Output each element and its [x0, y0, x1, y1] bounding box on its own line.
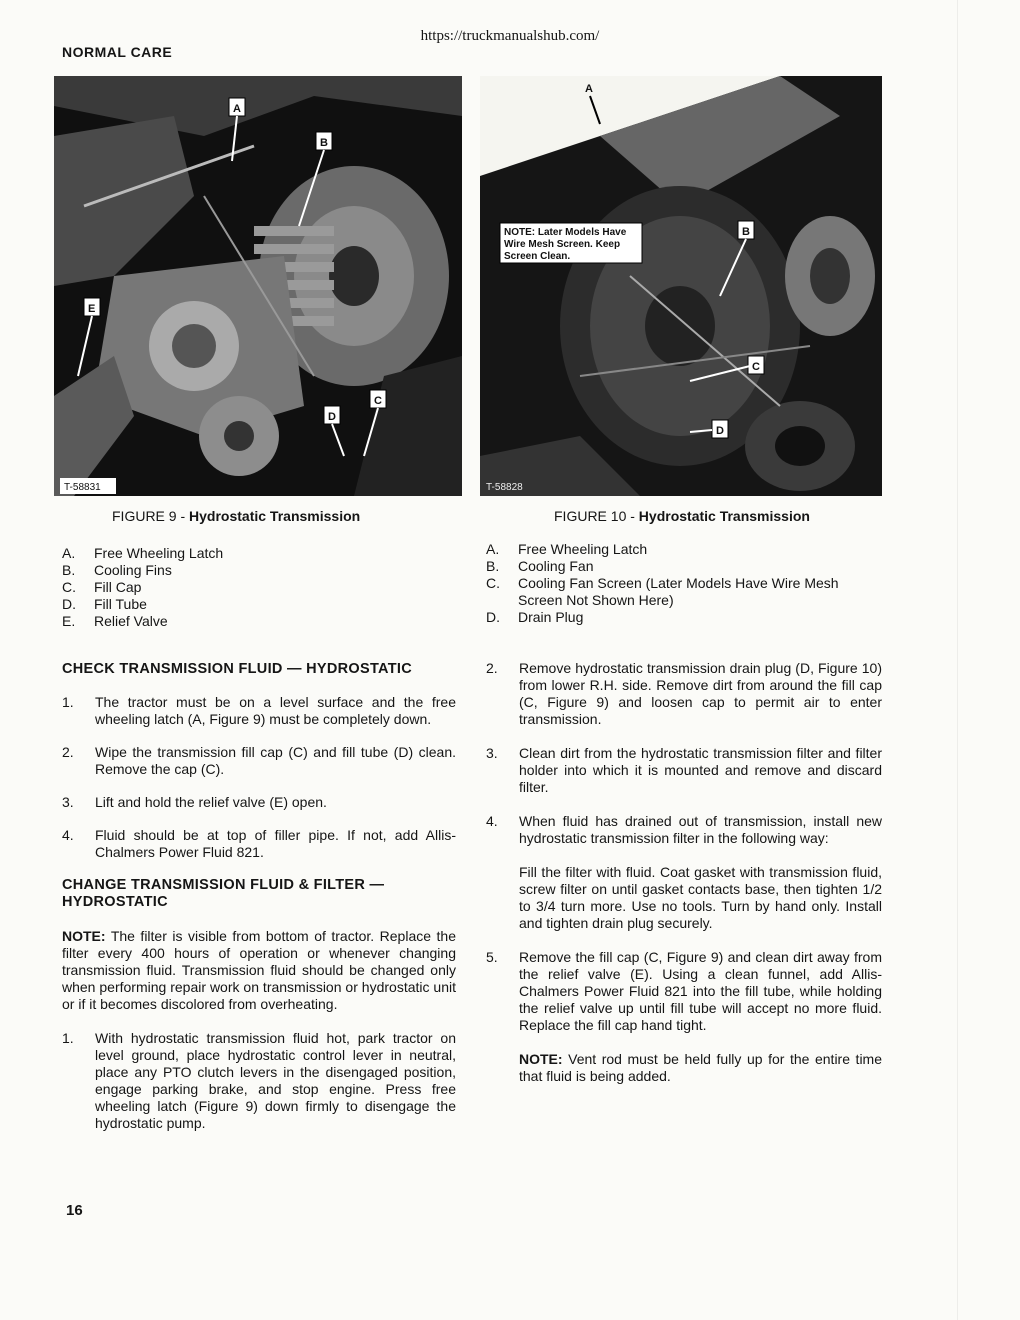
legend-item: B. Cooling Fins	[62, 562, 172, 578]
check-step: 4. Fluid should be at top of filler pipe. If not, add Allis-Chalmers Power Fluid 821.	[62, 827, 456, 860]
scan-edge-line	[957, 0, 958, 1320]
legend-item: D. Fill Tube	[62, 596, 147, 612]
figure-9-tag-d: D	[328, 411, 336, 423]
change-step: 2. Remove hydrostatic transmission drain plug (D, Figure 10) from lower R.H. side. Remove dirt from around the fill cap (C, Figure 9) and loosen cap to permit air to enter transmission.	[486, 660, 882, 727]
figure-10-caption-title: Hydrostatic Transmission	[638, 508, 810, 524]
figure-9-tag-b: B	[320, 137, 328, 149]
legend-item: E. Relief Valve	[62, 613, 168, 629]
legend-item: D. Drain Plug	[486, 609, 584, 625]
final-note: NOTE: Vent rod must be held fully up for the entire time that fluid is being added.	[519, 1051, 883, 1084]
figure-10-legend	[486, 541, 882, 626]
page-number: 16	[66, 1202, 83, 1219]
legend-item: A. Free Wheeling Latch	[62, 545, 224, 561]
figure-10-photo	[480, 76, 882, 496]
left-column	[62, 661, 456, 1132]
change-step: 4. When fluid has drained out of transmission, install new hydrostatic transmission filter in the following way:	[486, 813, 882, 846]
change-note: NOTE: The filter is visible from bottom of tractor. Replace the filter every 400 hours of operation or whenever changing transmission fluid. Transmission fluid should be changed only when performing repair work on transmission or hydrostatic unit or if it becomes discolored from overheating.	[62, 928, 456, 1012]
change-step: 1. With hydrostatic transmission fluid hot, park tractor on level ground, place hydrostatic control lever in neutral, place any PTO clutch levers in the disengaged position, engage parking brake, and stop engine. Press free wheeling latch (Figure 9) down firmly to disengage the hydrostatic pump.	[62, 1030, 456, 1131]
check-step: 2. Wipe the transmission fill cap (C) and fill tube (D) clean. Remove the cap (C).	[62, 744, 456, 777]
figure-9-photo	[54, 76, 462, 496]
figure-9-tag-a: A	[233, 103, 241, 115]
figure-10-tag-d: D	[716, 425, 724, 437]
legend-item: A. Free Wheeling Latch	[486, 541, 648, 557]
check-step: 1. The tractor must be on a level surface and the free wheeling latch (A, Figure 9) must be completely down.	[62, 694, 456, 727]
figure-10-caption-prefix: FIGURE 10 -	[554, 508, 639, 524]
figure-9-tag-c: C	[374, 395, 382, 407]
right-column	[486, 660, 882, 1085]
figure-9-caption-prefix: FIGURE 9 -	[112, 508, 190, 524]
figure-10-note-line-1: NOTE: Later Models Have	[504, 227, 627, 238]
figure-10-caption	[554, 508, 810, 524]
legend-item: B. Cooling Fan	[486, 558, 594, 574]
figure-10-tag-c: C	[752, 361, 760, 373]
figure-9-caption-title: Hydrostatic Transmission	[189, 508, 361, 524]
fill-filter-paragraph: Fill the filter with fluid. Coat gasket with transmission fluid, screw filter on until gasket contacts base, then tighten 1/2 to 3/4 turn more. Use no tools. Turn by hand only. Install and tighten drain plug securely.	[519, 864, 882, 931]
figure-9-legend	[62, 545, 442, 630]
figure-10-tag-b: B	[742, 226, 750, 238]
change-fluid-heading: CHANGE TRANSMISSION FLUID & FILTER — HYDROSTATIC	[62, 877, 385, 910]
check-step: 3. Lift and hold the relief valve (E) open.	[62, 794, 327, 810]
figure-9-code: T-58831	[64, 482, 101, 493]
check-fluid-heading: CHECK TRANSMISSION FLUID — HYDROSTATIC	[62, 661, 412, 677]
source-url: https://truckmanualshub.com/	[420, 28, 600, 44]
figure-10-code: T-58828	[486, 482, 523, 493]
legend-item: C. Fill Cap	[62, 579, 142, 595]
figure-9-caption	[112, 508, 360, 524]
figure-10-note-line-2: Wire Mesh Screen. Keep	[504, 239, 621, 250]
legend-item: C. Cooling Fan Screen (Later Models Have Wire Mesh Screen Not Shown Here)	[486, 575, 839, 608]
section-header: NORMAL CARE	[62, 44, 173, 60]
change-step: 5. Remove the fill cap (C, Figure 9) and clean dirt away from the relief valve (E). Using a clean funnel, add Allis-Chalmers Power Fluid 821 into the fill tube, while holding the relief valve up until fill tube will accept no more fluid. Replace the fill cap hand tight.	[486, 949, 882, 1033]
figure-9-tag-e: E	[88, 303, 96, 315]
change-step: 3. Clean dirt from the hydrostatic transmission filter and filter holder into which it is mounted and remove and discard filter.	[486, 745, 882, 795]
figure-10-note-line-3: Screen Clean.	[504, 251, 571, 262]
figure-10-tag-a: A	[585, 83, 593, 95]
